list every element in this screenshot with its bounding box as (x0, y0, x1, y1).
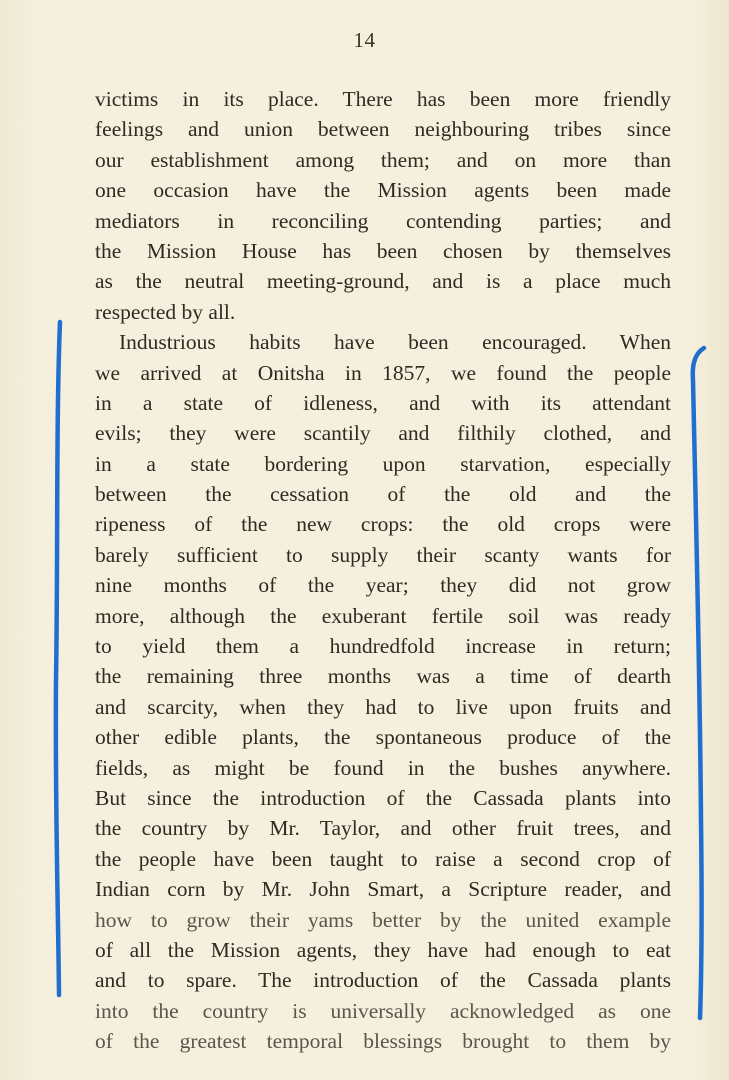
text-line: mediators in reconciling contending parties; and (95, 208, 671, 233)
text-line: feelings and union between neighbouring tribes since (95, 117, 671, 142)
text-line: fields, as might be found in the bushes anywhere. (95, 755, 671, 780)
text-line: in a state of idleness, and with its attendant (95, 390, 671, 415)
text-line: But since the introduction of the Cassada plants into (95, 785, 671, 810)
text-line: between the cessation of the old and the (95, 482, 671, 507)
text-line: how to grow their yams better by the united example (95, 907, 671, 932)
text-line: one occasion have the Mission agents been made (95, 178, 671, 203)
text-line: into the country is universally acknowledged as one (95, 998, 671, 1023)
text-line: to yield them a hundredfold increase in return; (95, 634, 671, 659)
text-line: Indian corn by Mr. John Smart, a Scripture reader, and (95, 877, 671, 902)
text-line: victims in its place. There has been more friendly (95, 87, 671, 111)
text-line: barely sufficient to supply their scanty wants for (95, 542, 671, 567)
text-line: the country by Mr. Taylor, and other fruit trees, and (95, 816, 671, 841)
text-line: our establishment among them; and on more than (95, 147, 671, 172)
text-line: the Mission House has been chosen by themselves (95, 238, 671, 263)
text-line: Industrious habits have been encouraged. When (119, 330, 671, 355)
text-line: evils; they were scantily and filthily clothed, and (95, 421, 671, 446)
text-line: of all the Mission agents, they have had enough to eat (95, 937, 671, 962)
body-text (95, 84, 671, 1057)
left-bracket-mark (56, 322, 60, 995)
text-line: the remaining three months was a time of dearth (95, 664, 671, 689)
text-line: nine months of the year; they did not grow (95, 573, 671, 598)
text-line: of the greatest temporal blessings brought to them by (95, 1029, 671, 1054)
text-line: we arrived at Onitsha in 1857, we found the people (95, 360, 671, 385)
page-number: 14 (353, 28, 376, 52)
text-line: respected by all. (95, 299, 236, 324)
text-line: the people have been taught to raise a second crop of (95, 846, 671, 871)
right-bracket-mark (693, 348, 704, 1018)
text-line: ripeness of the new crops: the old crops were (95, 512, 671, 537)
text-line: as the neutral meeting-ground, and is a place much (95, 269, 671, 294)
text-line: and scarcity, when they had to live upon fruits and (95, 694, 671, 719)
text-line: more, although the exuberant fertile soil was ready (95, 603, 671, 628)
text-line: and to spare. The introduction of the Cassada plants (95, 968, 671, 993)
text-line: other edible plants, the spontaneous produce of the (95, 725, 671, 750)
text-line: in a state bordering upon starvation, especially (95, 451, 671, 476)
